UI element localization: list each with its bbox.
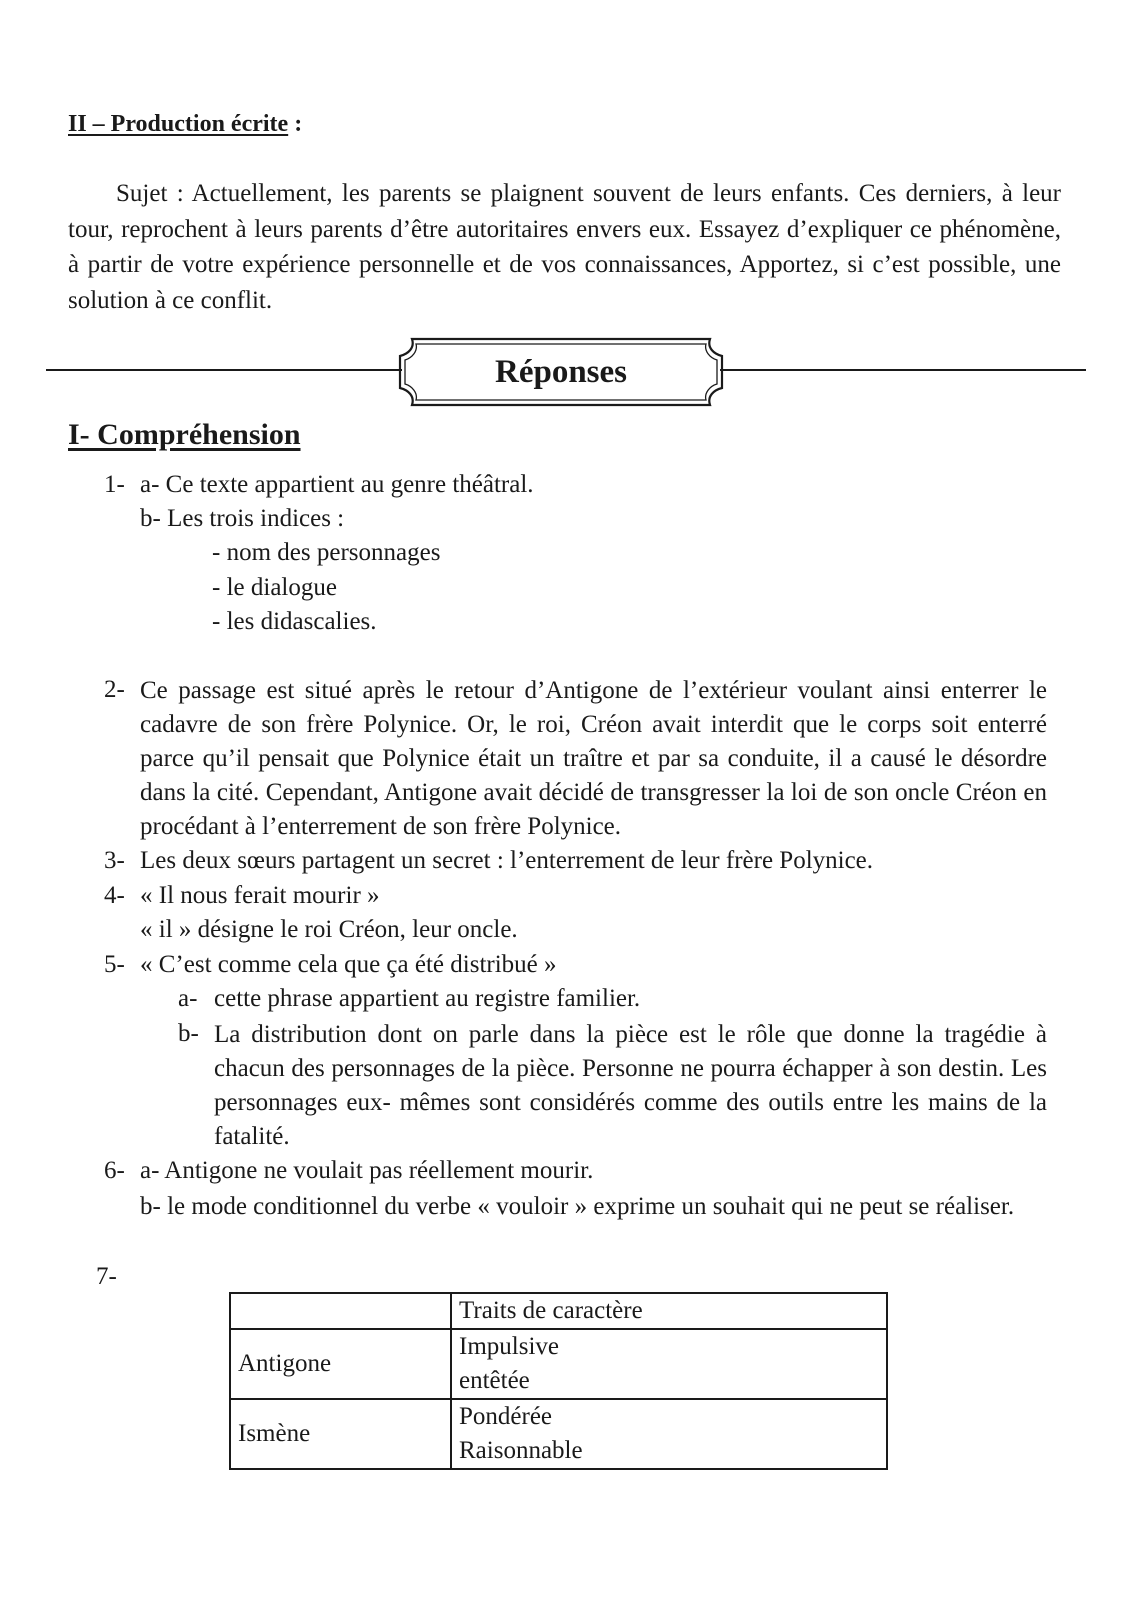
table-row bbox=[230, 1329, 887, 1399]
reponses-banner bbox=[398, 336, 724, 408]
q1-indice-item: - le dialogue bbox=[212, 574, 337, 601]
divider-left bbox=[46, 369, 402, 371]
production-colon: : bbox=[288, 111, 303, 137]
q5-b-label: b- bbox=[178, 1020, 199, 1047]
table-header-empty bbox=[230, 1293, 451, 1329]
trait: Raisonnable bbox=[459, 1437, 583, 1464]
character-name: Ismène bbox=[230, 1399, 451, 1469]
production-title: II – Production écrite bbox=[68, 111, 289, 137]
q3-number: 3- bbox=[104, 847, 125, 874]
table-header-traits: Traits de caractère bbox=[451, 1293, 887, 1329]
character-name: Antigone bbox=[230, 1329, 451, 1399]
traits-table bbox=[229, 1292, 888, 1470]
q1-indice-item: - nom des personnages bbox=[212, 539, 441, 566]
reponses-title: Réponses bbox=[494, 353, 628, 390]
comprehension-heading: I- Compréhension bbox=[68, 418, 301, 451]
character-traits bbox=[451, 1399, 887, 1469]
trait: Impulsive bbox=[459, 1333, 559, 1360]
q5-answer-a: cette phrase appartient au registre familier. bbox=[214, 985, 641, 1012]
q7-number: 7- bbox=[96, 1263, 117, 1290]
q4-quote: « Il nous ferait mourir » bbox=[140, 882, 380, 909]
q2-answer: Ce passage est situé après le retour d’Antigone de l’extérieur voulant ainsi enterrer le cadavre de son frère Polynice. Or, le roi, Créon avait interdit que le corps soit enterré parce qu’il pensait que Polynice était un traître et par sa conduite, il a causé le désordre dans la cité. Cependant, Antigone avait décidé de transgresser la loi de son oncle Créon en procédant à l’enterrement de son frère Polynice. bbox=[140, 677, 1047, 840]
q6-number: 6- bbox=[104, 1157, 125, 1184]
q4-number: 4- bbox=[104, 882, 125, 909]
q5-number: 5- bbox=[104, 951, 125, 978]
q1-answer-b: b- Les trois indices : bbox=[140, 505, 345, 532]
character-traits bbox=[451, 1329, 887, 1399]
q5-quote: « C’est comme cela que ça été distribué » bbox=[140, 951, 557, 978]
q1-answer-a: a- Ce texte appartient au genre théâtral. bbox=[140, 471, 534, 498]
trait: Pondérée bbox=[459, 1403, 553, 1430]
q1-number: 1- bbox=[104, 471, 125, 498]
q2-number: 2- bbox=[104, 676, 125, 703]
table-header-row bbox=[230, 1293, 887, 1329]
production-ecrite-heading bbox=[68, 111, 302, 138]
q4-answer: « il » désigne le roi Créon, leur oncle. bbox=[140, 916, 518, 943]
q6-answer-a: a- Antigone ne voulait pas réellement mourir. bbox=[140, 1157, 594, 1184]
divider-right bbox=[720, 369, 1086, 371]
sujet-paragraph: Sujet : Actuellement, les parents se plaignent souvent de leurs enfants. Ces derniers, à leur tour, reprochent à leurs parents d’être autoritaires envers eux. Essayez d’expliquer ce phénomène, à partir de votre expérience personnelle et de vos connaissances, Apportez, si c’est possible, une solution à ce conflit. bbox=[68, 180, 1061, 314]
q5-answer-b: La distribution dont on parle dans la pièce est le rôle que donne la tragédie à chacun des personnages de la pièce. Personne ne pourra échapper à son destin. Les personnages eux- mêmes sont considérés comme des outils entre les mains de la fatalité. bbox=[214, 1021, 1047, 1150]
q1-indice-item: - les didascalies. bbox=[212, 608, 377, 635]
trait: entêtée bbox=[459, 1367, 530, 1394]
q6-answer-b: b- le mode conditionnel du verbe « vouloir » exprime un souhait qui ne peut se réaliser. bbox=[140, 1193, 1015, 1220]
q5-a-label: a- bbox=[178, 985, 198, 1012]
table-row bbox=[230, 1399, 887, 1469]
q3-answer: Les deux sœurs partagent un secret : l’enterrement de leur frère Polynice. bbox=[140, 847, 874, 874]
